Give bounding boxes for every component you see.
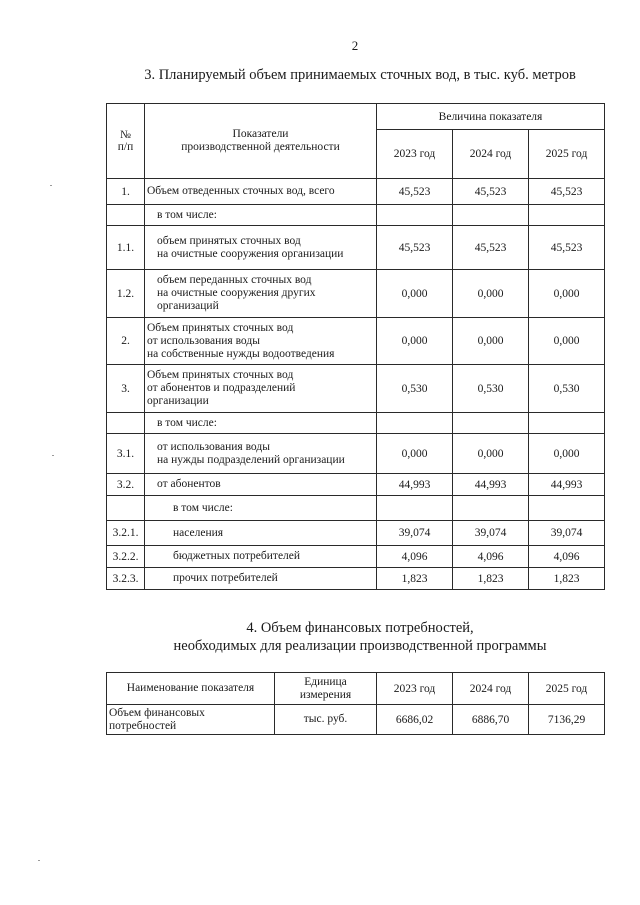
row-value-cell [529, 496, 605, 521]
header-value-cell: Величина показателя [377, 104, 605, 130]
row-number-cell [107, 496, 145, 521]
row-indicator-cell: от использования воды на нужды подразделений организации [145, 434, 377, 474]
row-number-cell: 3.2.1. [107, 521, 145, 546]
row-value-cell: 0,530 [453, 365, 529, 413]
header-unit-cell: Единица измерения [275, 673, 377, 705]
row-indicator-cell: объем принятых сточных вод на очистные сооружения организации [145, 226, 377, 270]
row-value-cell: 45,523 [453, 226, 529, 270]
row-value-cell: 45,523 [453, 179, 529, 205]
row-value-cell: 45,523 [377, 226, 453, 270]
row-number-cell [107, 413, 145, 434]
table-row [107, 205, 605, 226]
section-3-title: 3. Планируемый объем принимаемых сточных вод, в тыс. куб. метров [144, 67, 576, 83]
row-indicator-cell: бюджетных потребителей [145, 546, 377, 568]
wastewater-table-body [107, 179, 605, 590]
financial-needs-2024: 6886,70 [453, 705, 529, 735]
header-year-2024: 2024 год [453, 130, 529, 179]
scan-speck [50, 185, 52, 186]
financial-needs-table [106, 672, 605, 735]
row-indicator-cell: Объем принятых сточных вод от использования воды на собственные нужды водоотведения [145, 318, 377, 365]
table-row [107, 434, 605, 474]
row-indicator-cell: населения [145, 521, 377, 546]
financial-needs-unit-cell: тыс. руб. [275, 705, 377, 735]
header-indicators-cell: Показатели производственной деятельности [145, 104, 377, 179]
row-number-cell: 3.2.2. [107, 546, 145, 568]
row-value-cell: 1,823 [453, 568, 529, 590]
row-value-cell: 39,074 [453, 521, 529, 546]
header-year-2025: 2025 год [529, 673, 605, 705]
table-row [107, 496, 605, 521]
row-indicator-cell: объем переданных сточных вод на очистные сооружения других организаций [145, 270, 377, 318]
page-number: 2 [351, 38, 359, 53]
table-row [107, 474, 605, 496]
header-year-2024: 2024 год [453, 673, 529, 705]
table-row [107, 546, 605, 568]
row-number-cell: 3.1. [107, 434, 145, 474]
row-number-cell: 1. [107, 179, 145, 205]
row-indicator-cell: прочих потребителей [145, 568, 377, 590]
row-value-cell [529, 413, 605, 434]
section-4-title-line-1: 4. Объем финансовых потребностей, [246, 620, 474, 636]
row-value-cell: 0,530 [377, 365, 453, 413]
row-number-cell: 1.2. [107, 270, 145, 318]
row-value-cell: 39,074 [529, 521, 605, 546]
row-indicator-cell: Объем принятых сточных вод от абонентов и подразделений организации [145, 365, 377, 413]
row-value-cell: 44,993 [453, 474, 529, 496]
header-year-2023: 2023 год [377, 673, 453, 705]
header-name-cell: Наименование показателя [107, 673, 275, 705]
row-value-cell: 4,096 [529, 546, 605, 568]
row-value-cell [529, 205, 605, 226]
row-value-cell [377, 205, 453, 226]
table-row [107, 413, 605, 434]
row-value-cell: 0,000 [529, 270, 605, 318]
row-indicator-cell: от абонентов [145, 474, 377, 496]
row-value-cell: 44,993 [377, 474, 453, 496]
row-value-cell: 44,993 [529, 474, 605, 496]
row-number-cell: 2. [107, 318, 145, 365]
table-row [107, 318, 605, 365]
row-value-cell: 0,000 [529, 434, 605, 474]
row-number-cell: 3. [107, 365, 145, 413]
row-value-cell: 39,074 [377, 521, 453, 546]
row-indicator-cell: в том числе: [145, 413, 377, 434]
row-value-cell [377, 496, 453, 521]
row-value-cell: 0,000 [529, 318, 605, 365]
row-value-cell: 0,530 [529, 365, 605, 413]
header-year-2023: 2023 год [377, 130, 453, 179]
wastewater-volume-table [106, 103, 605, 590]
row-value-cell: 45,523 [529, 226, 605, 270]
row-indicator-cell: в том числе: [145, 496, 377, 521]
row-value-cell: 4,096 [453, 546, 529, 568]
section-4-title-line-2: необходимых для реализации производственной программы [173, 638, 547, 654]
table-row [107, 568, 605, 590]
row-indicator-cell: Объем отведенных сточных вод, всего [145, 179, 377, 205]
scan-speck [38, 860, 40, 861]
row-value-cell: 0,000 [377, 270, 453, 318]
row-number-cell: 3.2.3. [107, 568, 145, 590]
row-number-cell: 3.2. [107, 474, 145, 496]
row-value-cell: 0,000 [377, 434, 453, 474]
row-value-cell: 45,523 [529, 179, 605, 205]
row-value-cell: 0,000 [453, 434, 529, 474]
financial-needs-2025: 7136,29 [529, 705, 605, 735]
table-row [107, 179, 605, 205]
table-row [107, 270, 605, 318]
row-indicator-cell: в том числе: [145, 205, 377, 226]
row-value-cell: 0,000 [453, 318, 529, 365]
scan-speck [52, 455, 54, 456]
row-value-cell: 0,000 [377, 318, 453, 365]
row-number-cell [107, 205, 145, 226]
row-value-cell [453, 496, 529, 521]
table-row [107, 365, 605, 413]
financial-needs-name-cell: Объем финансовых потребностей [107, 705, 275, 735]
header-year-2025: 2025 год [529, 130, 605, 179]
table-row [107, 521, 605, 546]
row-value-cell: 45,523 [377, 179, 453, 205]
row-value-cell [453, 413, 529, 434]
table-row [107, 226, 605, 270]
row-value-cell [377, 413, 453, 434]
row-value-cell: 1,823 [377, 568, 453, 590]
row-value-cell: 0,000 [453, 270, 529, 318]
row-value-cell: 4,096 [377, 546, 453, 568]
header-number-cell: № п/п [107, 104, 145, 179]
row-value-cell [453, 205, 529, 226]
row-value-cell: 1,823 [529, 568, 605, 590]
row-number-cell: 1.1. [107, 226, 145, 270]
financial-needs-2023: 6686,02 [377, 705, 453, 735]
